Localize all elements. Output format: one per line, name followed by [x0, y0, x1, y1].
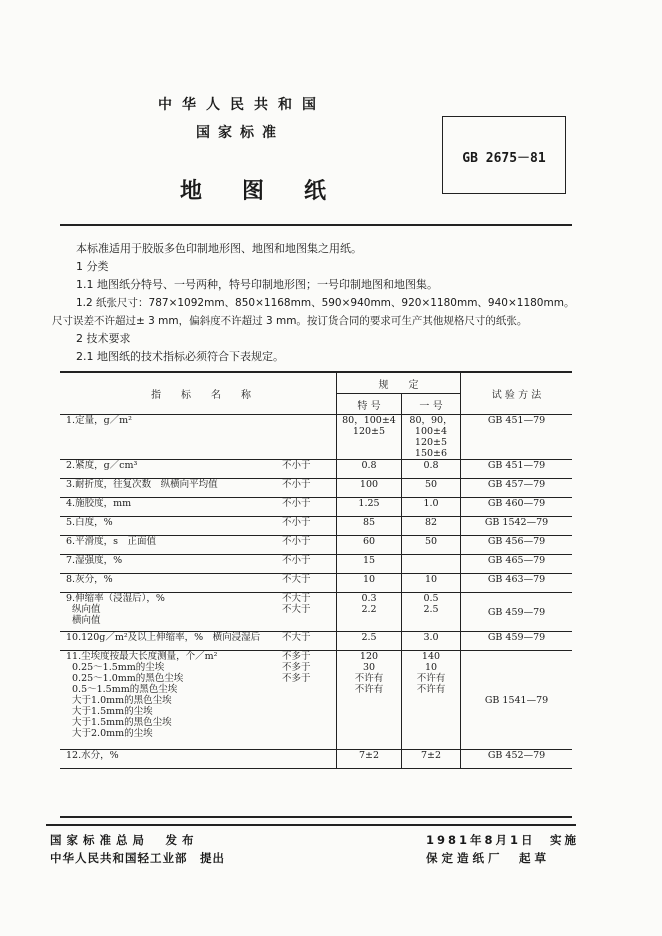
- cell-line: 1.25: [358, 498, 380, 509]
- table-bottom-rule: [60, 816, 572, 818]
- cell-line: 80，100±4: [342, 415, 396, 426]
- cell-name: [60, 555, 282, 574]
- cell-line: 120±5: [414, 437, 448, 448]
- table-row: [60, 415, 572, 460]
- cell-line: 不多于: [282, 651, 311, 662]
- cell-line: 纵向值: [72, 604, 101, 615]
- footer-date: 1981年8月1日 实施: [426, 833, 580, 847]
- cell-line: 大于2.0mm的尘埃: [72, 728, 153, 739]
- cell-line: 2.紧度，g／cm³: [66, 460, 138, 471]
- cell-v2: [402, 460, 461, 479]
- cell-line: 5.白度，%: [66, 517, 113, 528]
- table-row: [60, 632, 572, 651]
- cell-line: 不大于: [282, 604, 311, 615]
- cell-test-method: GB 460—79: [461, 498, 573, 517]
- cell-line: 100: [359, 479, 379, 490]
- cell-line: 2.5: [423, 604, 439, 615]
- cell-v1: [337, 632, 402, 651]
- table-row: [60, 460, 572, 479]
- cell-cond: [282, 651, 337, 750]
- cell-test-method: GB 456—79: [461, 536, 573, 555]
- cell-cond: [282, 574, 337, 593]
- cell-name: [60, 415, 282, 460]
- table-row: [60, 498, 572, 517]
- cell-line: 不小于: [282, 517, 311, 528]
- cell-cond: [282, 632, 337, 651]
- footer-drafter: 保定造纸厂 起草: [426, 851, 550, 865]
- cell-test-method: GB 1541—79: [461, 651, 573, 750]
- table-row: [60, 555, 572, 574]
- cell-line: 6.平滑度，s 正面值: [66, 536, 156, 547]
- cell-v2: [402, 415, 461, 460]
- cell-line: 10: [362, 574, 376, 585]
- cell-name: [60, 479, 282, 498]
- cell-v2: [402, 536, 461, 555]
- cell-line: 不大于: [282, 574, 311, 585]
- cell-line: 0.5: [423, 593, 439, 604]
- header-divider: [60, 224, 572, 226]
- cell-v2: [402, 632, 461, 651]
- cell-line: 120: [359, 651, 379, 662]
- table-row: [60, 651, 572, 750]
- header-grade-one: 一 号: [402, 394, 461, 415]
- cell-v2: [402, 651, 461, 750]
- footer-divider: [46, 824, 576, 826]
- standard-type-heading: 国家标准: [196, 125, 284, 141]
- table-row: [60, 750, 572, 769]
- footer-publisher: 国家标准总局 发布: [50, 833, 199, 847]
- cell-cond: [282, 479, 337, 498]
- cell-line: 不小于: [282, 555, 311, 566]
- section-2-heading: 2 技术要求: [76, 332, 131, 345]
- footer-proposer: 中华人民共和国轻工业部 提出: [50, 851, 225, 865]
- cell-line: 9.伸缩率（浸湿后），%: [66, 593, 165, 604]
- cell-test-method: GB 451—79: [461, 460, 573, 479]
- cell-v2: [402, 517, 461, 536]
- cell-v1: [337, 574, 402, 593]
- cell-v1: [337, 460, 402, 479]
- cell-line: 7.湿强度，%: [66, 555, 123, 566]
- cell-line: 7±2: [358, 750, 380, 761]
- cell-line: 1.定量，g／m²: [66, 415, 132, 426]
- cell-v1: [337, 415, 402, 460]
- cell-v2: [402, 498, 461, 517]
- cell-line: 不多于: [282, 673, 311, 684]
- clause-1-2: 1.2 纸张尺寸：787×1092mm、850×1168mm、590×940mm、920×1180mm、940×1180mm。: [76, 297, 575, 309]
- intro-paragraph: 本标准适用于胶版多色印制地形图、地图和地图集之用纸。: [76, 242, 362, 255]
- section-1-heading: 1 分类: [76, 260, 109, 273]
- cell-v2: [402, 555, 461, 574]
- cell-line: 3.耐折度，往复次数 纵横向平均值: [66, 479, 218, 490]
- cell-line: 11.尘埃度按最大长度测量，个／m²: [66, 651, 218, 662]
- cell-line: 82: [424, 517, 438, 528]
- cell-name: [60, 498, 282, 517]
- cell-line: 10.120g／m²及以上伸缩率，% 横向浸湿后: [66, 632, 261, 643]
- cell-line: 0.3: [361, 593, 377, 604]
- table-row: [60, 479, 572, 498]
- cell-v1: [337, 498, 402, 517]
- cell-v1: [337, 517, 402, 536]
- cell-line: 10: [424, 662, 438, 673]
- cell-line: 0.5～1.5mm的黑色尘埃: [72, 684, 178, 695]
- cell-line: 85: [362, 517, 376, 528]
- cell-cond: [282, 750, 337, 769]
- cell-name: [60, 632, 282, 651]
- cell-line: 0.8: [423, 460, 439, 471]
- cell-v2: [402, 593, 461, 632]
- cell-line: 150±6: [414, 448, 448, 459]
- header-test-method: 试 验 方 法: [461, 372, 573, 415]
- cell-line: 120±5: [352, 426, 386, 437]
- cell-line: 不多于: [282, 662, 311, 673]
- cell-line: 140: [421, 651, 441, 662]
- cell-line: 0.8: [361, 460, 377, 471]
- cell-cond: [282, 460, 337, 479]
- cell-line: 60: [362, 536, 376, 547]
- cell-v2: [402, 574, 461, 593]
- cell-test-method: GB 465—79: [461, 555, 573, 574]
- cell-v2: [402, 750, 461, 769]
- cell-line: 2.2: [361, 604, 377, 615]
- cell-line: 大于1.5mm的尘埃: [72, 706, 153, 717]
- clause-1-2-continued: 尺寸误差不许超过± 3 mm，偏斜度不许超过 3 mm。按订货合同的要求可生产其他规格尺寸的纸张。: [52, 315, 528, 327]
- cell-v1: [337, 593, 402, 632]
- cell-name: [60, 574, 282, 593]
- header-special-grade: 特 号: [337, 394, 402, 415]
- cell-line: 1.0: [423, 498, 439, 509]
- table-row: [60, 574, 572, 593]
- cell-name: [60, 750, 282, 769]
- cell-name: [60, 460, 282, 479]
- cell-cond: [282, 415, 337, 460]
- cell-line: 0.25～1.5mm的尘埃: [72, 662, 165, 673]
- cell-v1: [337, 651, 402, 750]
- cell-v1: [337, 750, 402, 769]
- cell-name: [60, 536, 282, 555]
- table-row: [60, 536, 572, 555]
- cell-v1: [337, 555, 402, 574]
- cell-line: 不小于: [282, 498, 311, 509]
- cell-test-method: GB 1542—79: [461, 517, 573, 536]
- cell-line: 7±2: [420, 750, 442, 761]
- cell-cond: [282, 517, 337, 536]
- technical-spec-table: [60, 371, 572, 769]
- standard-number-box: [442, 116, 566, 194]
- cell-v2: [402, 479, 461, 498]
- cell-line: 不许有: [416, 673, 446, 684]
- cell-cond: [282, 498, 337, 517]
- cell-line: 30: [362, 662, 376, 673]
- cell-line: 80，90，100±4: [409, 415, 453, 437]
- page-title: 地图纸: [180, 179, 367, 204]
- cell-line: 不许有: [354, 673, 384, 684]
- cell-line: 不大于: [282, 593, 311, 604]
- cell-line: 不小于: [282, 536, 311, 547]
- cell-line: 50: [424, 479, 438, 490]
- cell-test-method: GB 452—79: [461, 750, 573, 769]
- standard-number: GB 2675－81: [462, 151, 546, 166]
- cell-line: 8.灰分，%: [66, 574, 113, 585]
- cell-line: 0.25～1.0mm的黑色尘埃: [72, 673, 184, 684]
- cell-line: 3.0: [423, 632, 439, 643]
- cell-name: [60, 651, 282, 750]
- cell-name: [60, 593, 282, 632]
- table-row: [60, 593, 572, 632]
- cell-line: 2.5: [361, 632, 377, 643]
- header-spec: 规 定: [337, 372, 461, 394]
- cell-test-method: GB 459—79: [461, 593, 573, 632]
- cell-line: 50: [424, 536, 438, 547]
- cell-cond: [282, 593, 337, 632]
- cell-line: 大于1.5mm的黑色尘埃: [72, 717, 172, 728]
- cell-test-method: GB 463—79: [461, 574, 573, 593]
- cell-line: 不小于: [282, 479, 311, 490]
- cell-cond: [282, 536, 337, 555]
- cell-test-method: GB 459—79: [461, 632, 573, 651]
- cell-line: 10: [424, 574, 438, 585]
- cell-line: 横向值: [72, 615, 101, 626]
- cell-line: 15: [362, 555, 376, 566]
- header-indicator: 指 标 名 称: [60, 372, 337, 415]
- cell-line: 不小于: [282, 460, 311, 471]
- table-row: [60, 517, 572, 536]
- cell-line: 不许有: [416, 684, 446, 695]
- cell-test-method: GB 451—79: [461, 415, 573, 460]
- cell-v1: [337, 536, 402, 555]
- cell-cond: [282, 555, 337, 574]
- cell-test-method: GB 457—79: [461, 479, 573, 498]
- cell-line: 不大于: [282, 632, 311, 643]
- cell-v1: [337, 479, 402, 498]
- cell-line: 12.水分，%: [66, 750, 119, 761]
- cell-line: 大于1.0mm的黑色尘埃: [72, 695, 172, 706]
- cell-line: 4.施胶度，mm: [66, 498, 132, 509]
- clause-1-1: 1.1 地图纸分特号、一号两种，特号印制地形图；一号印制地图和地图集。: [76, 278, 438, 291]
- country-heading: 中华人民共和国: [158, 97, 326, 113]
- clause-2-1: 2.1 地图纸的技术指标必须符合下表规定。: [76, 350, 284, 363]
- cell-line: 不许有: [354, 684, 384, 695]
- cell-name: [60, 517, 282, 536]
